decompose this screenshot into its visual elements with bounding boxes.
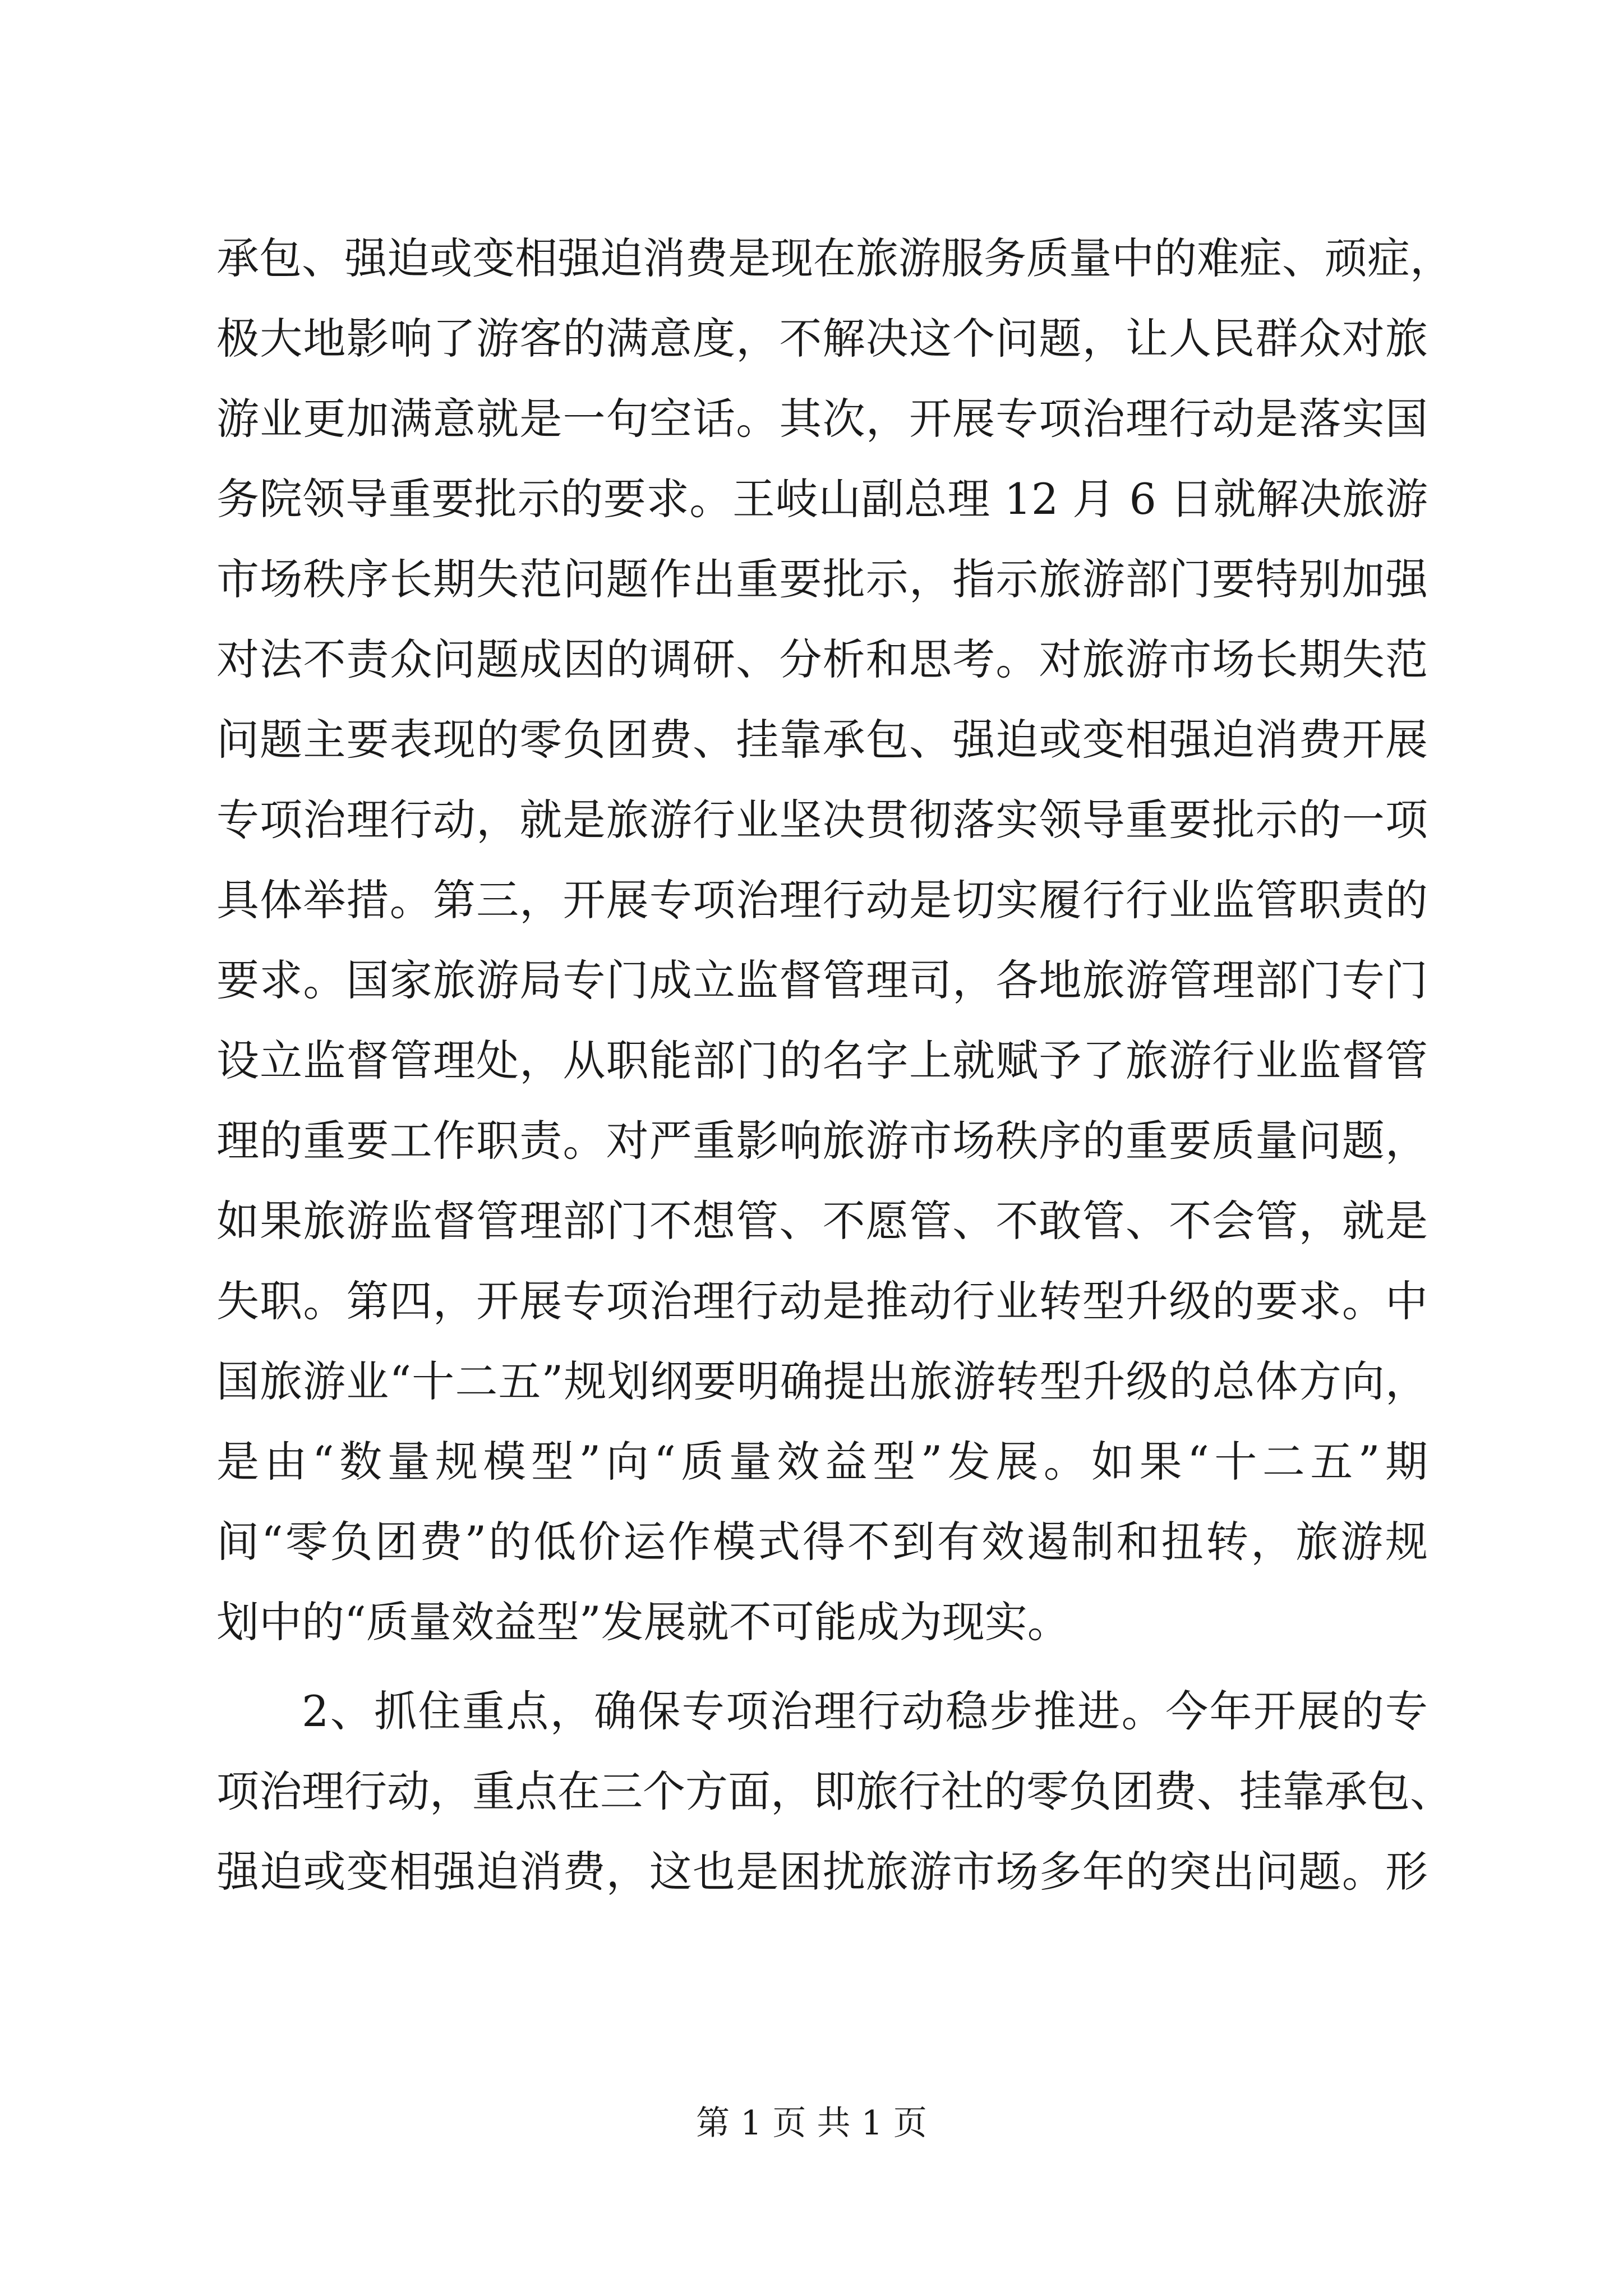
text-line: 承包、强迫或变相强迫消费是现在旅游服务质量中的难症、顽症，: [216, 233, 1453, 283]
text-line: 失职。第四，开展专项治理行动是推动行业转型升级的要求。中: [216, 1276, 1428, 1326]
text-line: 项治理行动，重点在三个方面，即旅行社的零负团费、挂靠承包、: [216, 1766, 1453, 1816]
text-line: 游业更加满意就是一句空话。其次，开展专项治理行动是落实国: [216, 394, 1428, 444]
paragraph-2: [216, 1671, 1453, 1912]
text-line: 国旅游业“十二五”规划纲要明确提出旅游转型升级的总体方向，: [216, 1356, 1428, 1406]
page-footer: [0, 2101, 1623, 2146]
text-line: 市场秩序长期失范问题作出重要批示，指示旅游部门要特别加强: [216, 554, 1428, 604]
text-line: 具体举措。第三，开展专项治理行动是切实履行行业监管职责的: [216, 875, 1428, 925]
text-line: 问题主要表现的零负团费、挂靠承包、强迫或变相强迫消费开展: [216, 715, 1428, 765]
text-line: 强迫或变相强迫消费，这也是困扰旅游市场多年的突出问题。形: [216, 1847, 1428, 1897]
page-number-label: 第 1 页 共 1 页: [696, 2104, 927, 2143]
text-line: 设立监督管理处，从职能部门的名字上就赋予了旅游行业监督管: [216, 1036, 1428, 1085]
paragraph-spacer: [216, 1662, 1428, 1671]
text-line: 划中的“质量效益型”发展就不可能成为现实。: [216, 1597, 1070, 1647]
text-line: 如果旅游监督管理部门不想管、不愿管、不敢管、不会管，就是: [216, 1196, 1428, 1246]
text-line: 专项治理行动，就是旅游行业坚决贯彻落实领导重要批示的一项: [216, 795, 1428, 845]
text-line: 2、抓住重点，确保专项治理行动稳步推进。今年开展的专: [302, 1686, 1428, 1736]
text-line: 间“零负团费”的低价运作模式得不到有效遏制和扭转，旅游规: [216, 1517, 1428, 1567]
text-line: 要求。国家旅游局专门成立监督管理司，各地旅游管理部门专门: [216, 955, 1428, 1005]
text-line: 对法不责众问题成因的调研、分析和思考。对旅游市场长期失范: [216, 634, 1428, 684]
paragraph-1: [216, 218, 1453, 1662]
text-line: 理的重要工作职责。对严重影响旅游市场秩序的重要质量问题，: [216, 1116, 1428, 1166]
text-line: 极大地影响了游客的满意度，不解决这个问题，让人民群众对旅: [216, 314, 1428, 364]
text-line: 是由“数量规模型”向“质量效益型”发展。如果“十二五”期: [216, 1437, 1428, 1487]
document-body: [216, 218, 1453, 1912]
text-line: 务院领导重要批示的要求。王岐山副总理 12 月 6 日就解决旅游: [216, 474, 1428, 524]
